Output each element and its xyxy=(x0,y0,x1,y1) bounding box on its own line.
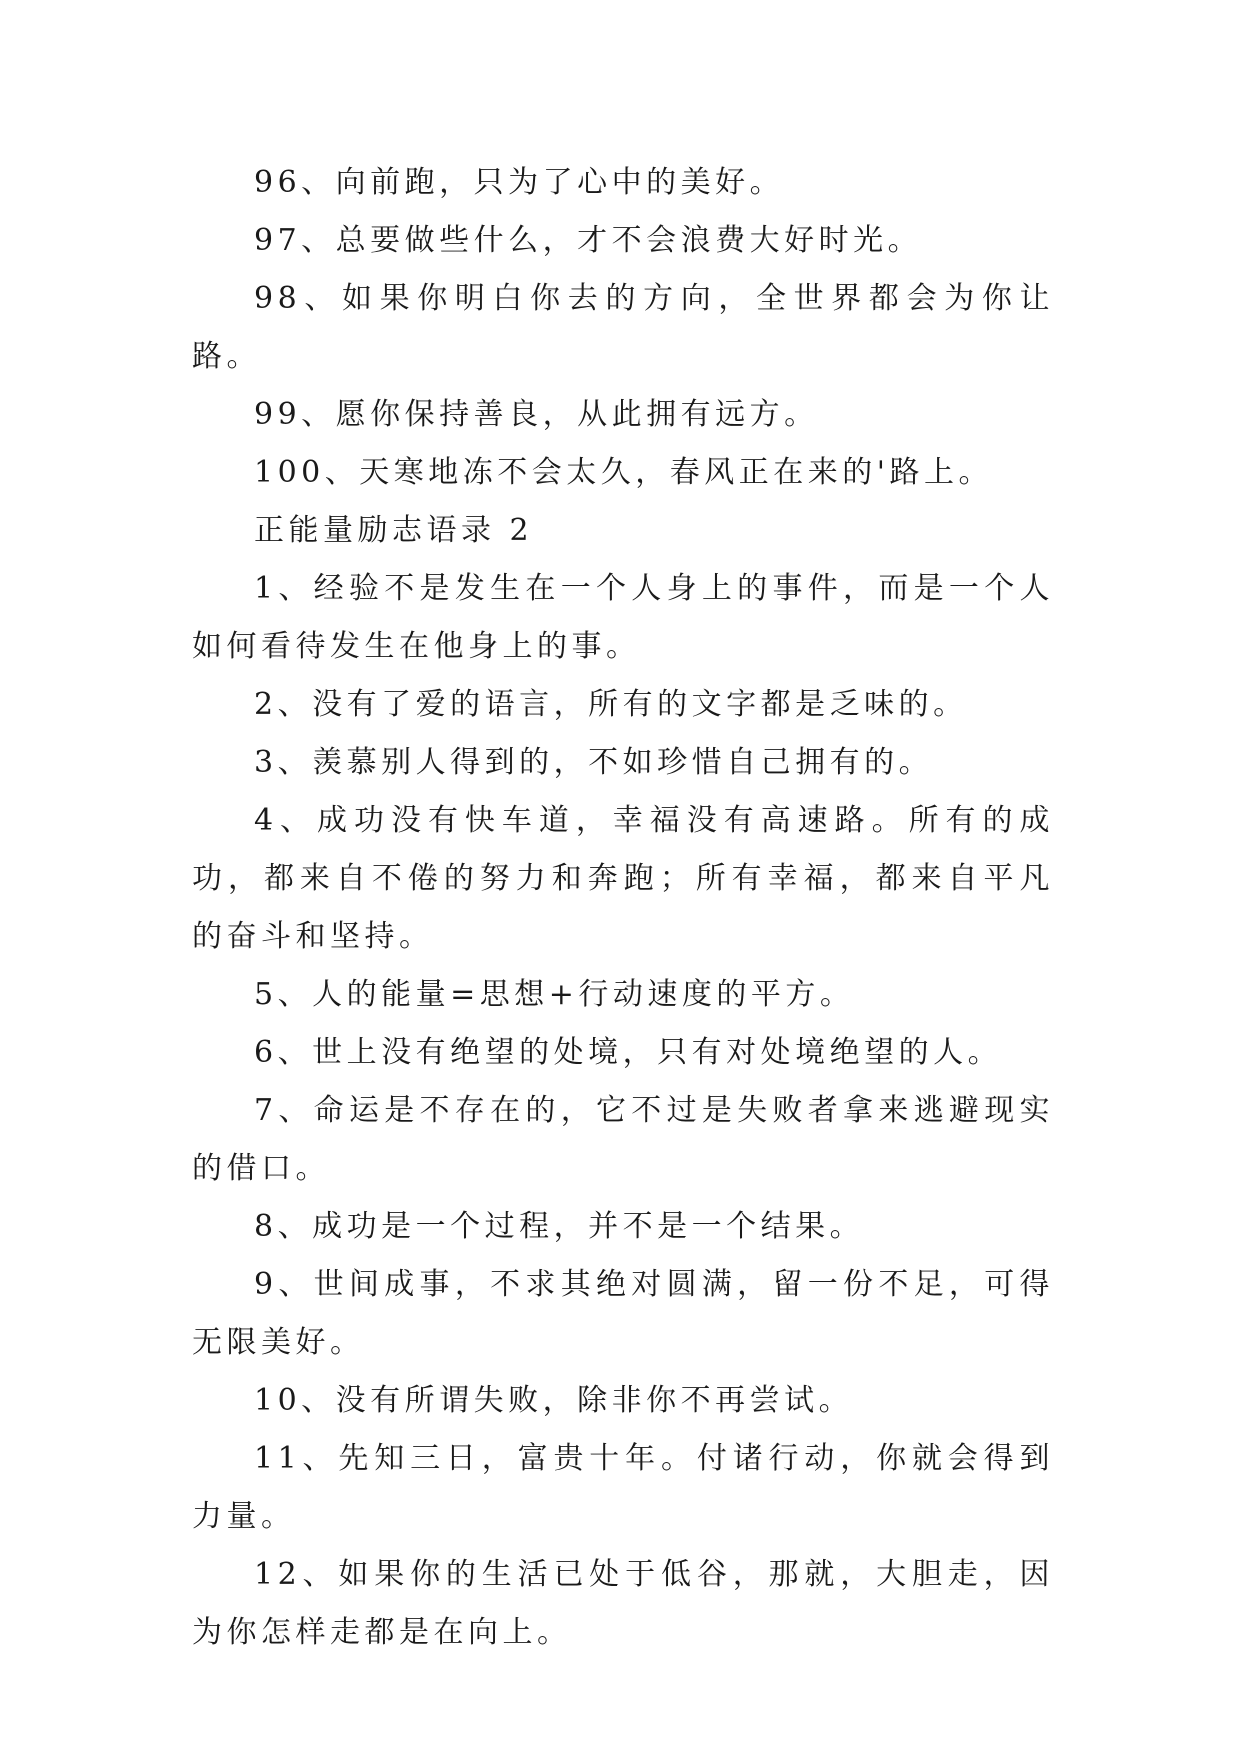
paragraph-6: 6、世上没有绝望的处境，只有对处境绝望的人。 xyxy=(254,1035,1003,1070)
paragraph-96: 96、向前跑，只为了心中的美好。 xyxy=(254,165,785,200)
paragraph-100: 100、天寒地冻不会太久，春风正在来的'路上。 xyxy=(254,455,994,490)
paragraph-12: 12、如果你的生活已处于低谷，那就，大胆走，因为你怎样走都是在向上。 xyxy=(192,1557,1054,1650)
paragraph-8: 8、成功是一个过程，并不是一个结果。 xyxy=(254,1209,865,1244)
paragraph-1: 1、经验不是发生在一个人身上的事件，而是一个人如何看待发生在他身上的事。 xyxy=(192,571,1054,664)
section-heading: 正能量励志语录 2 xyxy=(254,513,534,548)
paragraph-11: 11、先知三日，富贵十年。付诸行动，你就会得到力量。 xyxy=(192,1441,1054,1534)
paragraph-97: 97、总要做些什么，才不会浪费大好时光。 xyxy=(254,223,923,258)
paragraph-9: 9、世间成事，不求其绝对圆满，留一份不足，可得无限美好。 xyxy=(192,1267,1054,1360)
paragraph-4: 4、成功没有快车道，幸福没有高速路。所有的成功，都来自不倦的努力和奔跑；所有幸福，都来自平凡的奋斗和坚持。 xyxy=(192,803,1054,954)
document-body xyxy=(192,154,1054,1662)
paragraph-99: 99、愿你保持善良，从此拥有远方。 xyxy=(254,397,819,432)
paragraph-3: 3、羡慕别人得到的，不如珍惜自己拥有的。 xyxy=(254,745,934,780)
paragraph-2: 2、没有了爱的语言，所有的文字都是乏味的。 xyxy=(254,687,968,722)
paragraph-98: 98、如果你明白你去的方向，全世界都会为你让路。 xyxy=(192,281,1054,374)
paragraph-5: 5、人的能量=思想+行动速度的平方。 xyxy=(254,977,855,1012)
paragraph-7: 7、命运是不存在的，它不过是失败者拿来逃避现实的借口。 xyxy=(192,1093,1054,1186)
paragraph-10: 10、没有所谓失败，除非你不再尝试。 xyxy=(254,1383,854,1418)
